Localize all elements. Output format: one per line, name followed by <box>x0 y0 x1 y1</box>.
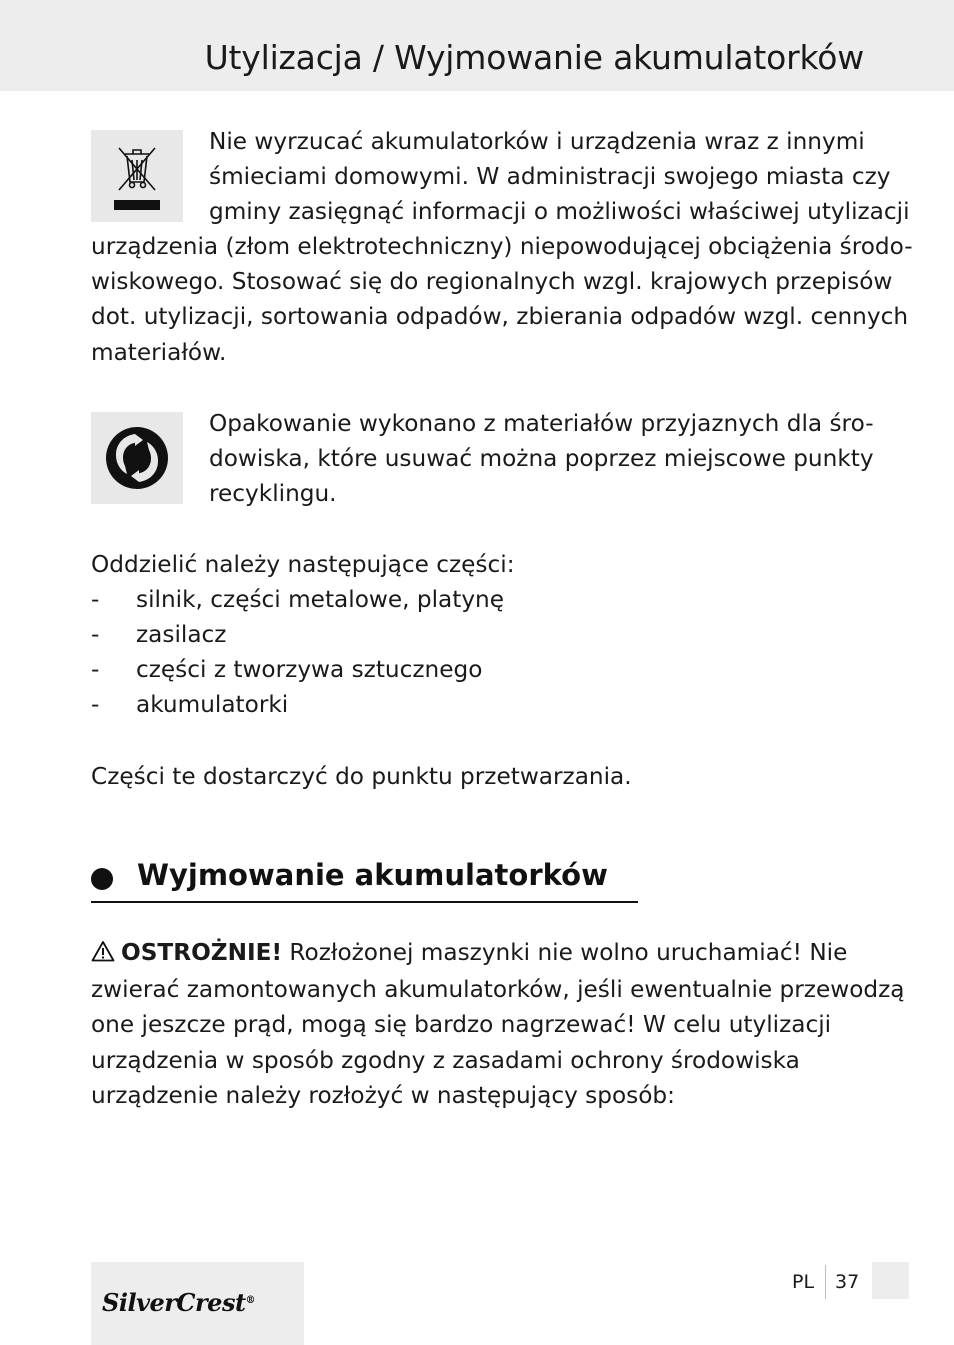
crossed-bin-icon <box>91 130 183 222</box>
disposal-line: wiskowego. Stosować się do regionalnych wzgl. krajowych przepisów <box>91 268 893 296</box>
warning-first-line <box>91 935 905 972</box>
green-dot-recycling-icon <box>91 412 183 504</box>
page-number: 37 <box>835 1271 860 1293</box>
list-dash: - <box>91 621 100 648</box>
page-tab-marker <box>872 1262 909 1299</box>
disposal-text-top <box>209 124 910 230</box>
packaging-line: dowiska, które usuwać można poprzez miejscowe punkty <box>209 445 874 473</box>
disposal-line: dot. utylizacji, sortowania odpadów, zbierania odpadów wzgl. cennych <box>91 303 909 331</box>
disposal-line: gminy zasięgnąć informacji o możliwości właściwej utylizacji <box>209 198 910 226</box>
disposal-line: materiałów. <box>91 338 227 366</box>
packaging-line: Opakowanie wykonano z materiałów przyjaznych dla śro- <box>209 410 874 437</box>
warning-line: one jeszcze prąd, mogą się bardzo nagrzewać! W celu utylizacji <box>91 1011 832 1039</box>
list-item-text: silnik, części metalowe, platynę <box>136 586 504 613</box>
disposal-line: śmieciami domowymi. W administracji swojego miasta czy <box>209 163 891 191</box>
list-dash: - <box>91 586 100 613</box>
disposal-text-bottom <box>91 229 913 370</box>
list-item-text: akumulatorki <box>136 691 289 718</box>
section-title: Wyjmowanie akumulatorków <box>137 858 608 892</box>
packaging-text <box>209 406 874 512</box>
disposal-line: urządzenia (złom elektrotechniczny) niepowodującej obciążenia środo- <box>91 233 913 260</box>
section-bullet <box>91 868 113 890</box>
brand-logo <box>91 1262 304 1345</box>
warning-triangle-icon <box>91 937 115 972</box>
separate-outro-text: Części te dostarczyć do punktu przetwarzania. <box>91 763 632 790</box>
brand-logo-text <box>102 1288 255 1317</box>
warning-text <box>91 935 905 1113</box>
warning-line: urządzenia w sposób zgodny z zasadami ochrony środowiska <box>91 1046 800 1074</box>
language-code: PL <box>792 1271 815 1293</box>
list-item-text: części z tworzywa sztucznego <box>136 656 483 683</box>
brand-name: SilverCrest <box>102 1288 246 1317</box>
list-dash: - <box>91 656 100 683</box>
disposal-line: Nie wyrzucać akumulatorków i urządzenia wraz z innymi <box>209 128 865 155</box>
packaging-line: recyklingu. <box>209 480 337 508</box>
section-underline <box>91 901 638 903</box>
list-item-text: zasilacz <box>136 621 227 648</box>
registered-mark: ® <box>245 1295 256 1306</box>
warning-first-line-rest: Rozłożonej maszynki nie wolno uruchamiać! Nie <box>282 939 848 966</box>
warning-label: OSTROŻNIE! <box>121 939 283 966</box>
separate-intro-text: Oddzielić należy następujące części: <box>91 551 515 578</box>
list-dash: - <box>91 691 100 718</box>
warning-line: zwierać zamontowanych akumulatorków, jeśli ewentualnie przewodzą <box>91 976 905 1004</box>
warning-line: urządzenie należy rozłożyć w następujący sposób: <box>91 1081 675 1109</box>
separate-outro <box>91 759 632 794</box>
page-title: Utylizacja / Wyjmowanie akumulatorków <box>204 38 864 77</box>
separate-intro <box>91 547 515 582</box>
footer-divider <box>825 1265 826 1299</box>
